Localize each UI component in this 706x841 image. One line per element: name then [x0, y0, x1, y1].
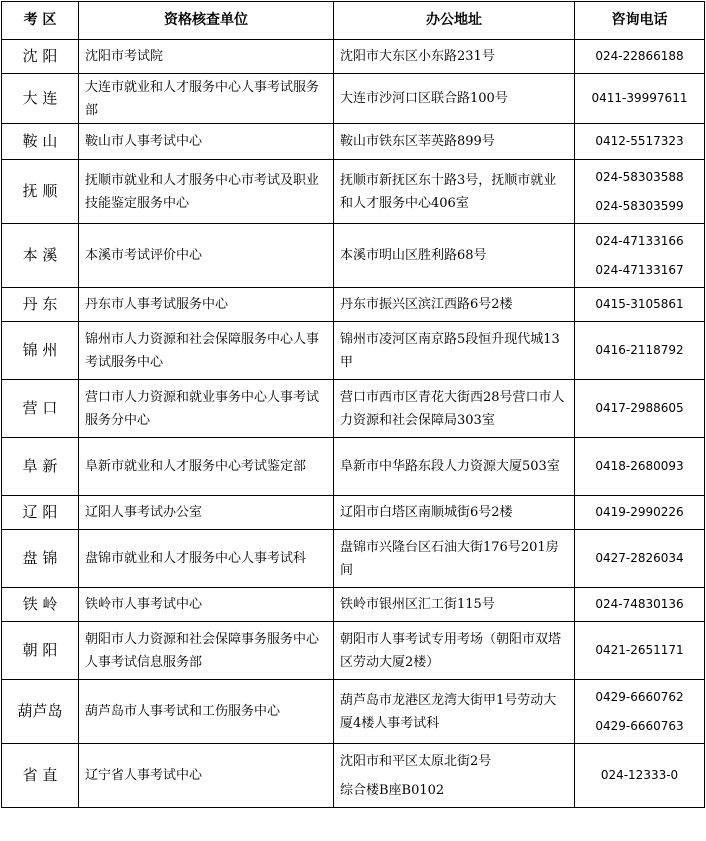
phone-number: 0416-2118792 — [595, 343, 684, 357]
address-line: 综合楼B座B0102 — [340, 782, 445, 798]
cell-unit: 丹东市人事考试服务中心 — [79, 288, 334, 322]
cell-phone — [575, 224, 705, 288]
cell-address: 大连市沙河口区联合路100号 — [334, 74, 575, 124]
cell-phone — [575, 40, 705, 74]
cell-address: 营口市西市区青花大街西28号营口市人力资源和社会保障局303室 — [334, 380, 575, 438]
cell-area: 阜 新 — [2, 438, 79, 496]
cell-unit: 铁岭市人事考试中心 — [79, 588, 334, 622]
phone-number: 024-12333-0 — [600, 768, 679, 782]
table-body — [2, 40, 705, 808]
cell-area: 大 连 — [2, 74, 79, 124]
table-row — [2, 438, 705, 496]
header-unit: 资格核查单位 — [79, 2, 334, 40]
cell-phone — [575, 744, 705, 808]
cell-area: 丹 东 — [2, 288, 79, 322]
phone-number: 0429-6660763 — [595, 718, 684, 733]
cell-unit: 朝阳市人力资源和社会保障事务服务中心人事考试信息服务部 — [79, 622, 334, 680]
cell-phone — [575, 124, 705, 160]
cell-address: 铁岭市银州区汇工街115号 — [334, 588, 575, 622]
cell-address: 鞍山市铁东区莘英路899号 — [334, 124, 575, 160]
cell-area: 抚 顺 — [2, 160, 79, 224]
header-phone: 咨询电话 — [575, 2, 705, 40]
cell-address: 本溪市明山区胜利路68号 — [334, 224, 575, 288]
cell-phone — [575, 588, 705, 622]
cell-address: 沈阳市大东区小东路231号 — [334, 40, 575, 74]
phone-number: 024-58303599 — [595, 198, 684, 213]
table-row — [2, 530, 705, 588]
cell-area: 本 溪 — [2, 224, 79, 288]
phone-number: 024-22866188 — [595, 49, 684, 63]
cell-address: 丹东市振兴区滨江西路6号2楼 — [334, 288, 575, 322]
cell-address: 抚顺市新抚区东十路3号，抚顺市就业和人才服务中心406室 — [334, 160, 575, 224]
cell-area: 营 口 — [2, 380, 79, 438]
cell-area: 朝 阳 — [2, 622, 79, 680]
phone-number: 0418-2680093 — [595, 459, 684, 473]
cell-unit: 辽阳人事考试办公室 — [79, 496, 334, 530]
cell-phone — [575, 160, 705, 224]
table-row — [2, 496, 705, 530]
cell-unit: 鞍山市人事考试中心 — [79, 124, 334, 160]
table-row — [2, 160, 705, 224]
cell-area: 鞍 山 — [2, 124, 79, 160]
cell-address: 朝阳市人事考试专用考场（朝阳市双塔区劳动大厦2楼） — [334, 622, 575, 680]
cell-unit: 沈阳市考试院 — [79, 40, 334, 74]
phone-number: 0421-2651171 — [595, 643, 684, 657]
cell-area: 葫芦岛 — [2, 680, 79, 744]
phone-number: 024-47133166 — [595, 233, 684, 248]
cell-area: 锦 州 — [2, 322, 79, 380]
cell-unit: 营口市人力资源和就业事务中心人事考试服务分中心 — [79, 380, 334, 438]
table-row — [2, 744, 705, 808]
cell-area: 沈 阳 — [2, 40, 79, 74]
cell-address: 阜新市中华路东段人力资源大厦503室 — [334, 438, 575, 496]
cell-phone — [575, 380, 705, 438]
phone-number: 0417-2988605 — [595, 401, 684, 415]
phone-number: 0412-5517323 — [595, 134, 684, 148]
table-row — [2, 224, 705, 288]
cell-area: 盘 锦 — [2, 530, 79, 588]
cell-unit: 锦州市人力资源和社会保障服务中心人事考试服务中心 — [79, 322, 334, 380]
cell-phone — [575, 322, 705, 380]
phone-number: 024-58303588 — [595, 169, 684, 184]
table-row — [2, 380, 705, 438]
phone-number: 0429-6660762 — [595, 689, 684, 704]
phone-number: 0411-39997611 — [591, 91, 688, 105]
header-area: 考 区 — [2, 2, 79, 40]
table-row — [2, 40, 705, 74]
cell-area: 辽 阳 — [2, 496, 79, 530]
cell-area: 省 直 — [2, 744, 79, 808]
table-row — [2, 74, 705, 124]
cell-phone — [575, 622, 705, 680]
header-row — [2, 2, 705, 40]
cell-phone — [575, 530, 705, 588]
cell-address — [334, 744, 575, 808]
phone-number: 024-47133167 — [595, 262, 684, 277]
phone-number: 0427-2826034 — [595, 551, 684, 565]
cell-address: 辽阳市白塔区南顺城街6号2楼 — [334, 496, 575, 530]
table-row — [2, 124, 705, 160]
cell-phone — [575, 496, 705, 530]
cell-unit: 阜新市就业和人才服务中心考试鉴定部 — [79, 438, 334, 496]
phone-number: 0415-3105861 — [595, 297, 684, 311]
cell-address: 锦州市凌河区南京路5段恒升现代城13甲 — [334, 322, 575, 380]
cell-phone — [575, 74, 705, 124]
cell-phone — [575, 288, 705, 322]
address-line: 沈阳市和平区太原北街2号 — [340, 753, 492, 769]
cell-phone — [575, 680, 705, 744]
cell-unit: 葫芦岛市人事考试和工伤服务中心 — [79, 680, 334, 744]
table-row — [2, 322, 705, 380]
cell-unit: 辽宁省人事考试中心 — [79, 744, 334, 808]
exam-contact-table — [1, 1, 705, 808]
table-row — [2, 622, 705, 680]
cell-area: 铁 岭 — [2, 588, 79, 622]
table-row — [2, 588, 705, 622]
cell-unit: 大连市就业和人才服务中心人事考试服务部 — [79, 74, 334, 124]
phone-number: 0419-2990226 — [595, 505, 684, 519]
header-address: 办公地址 — [334, 2, 575, 40]
cell-unit: 盘锦市就业和人才服务中心人事考试科 — [79, 530, 334, 588]
phone-number: 024-74830136 — [595, 597, 684, 611]
cell-phone — [575, 438, 705, 496]
table-row — [2, 288, 705, 322]
cell-unit: 本溪市考试评价中心 — [79, 224, 334, 288]
table-row — [2, 680, 705, 744]
cell-address: 葫芦岛市龙港区龙湾大街甲1号劳动大厦4楼人事考试科 — [334, 680, 575, 744]
cell-address: 盘锦市兴隆台区石油大街176号201房间 — [334, 530, 575, 588]
cell-unit: 抚顺市就业和人才服务中心市考试及职业技能鉴定服务中心 — [79, 160, 334, 224]
